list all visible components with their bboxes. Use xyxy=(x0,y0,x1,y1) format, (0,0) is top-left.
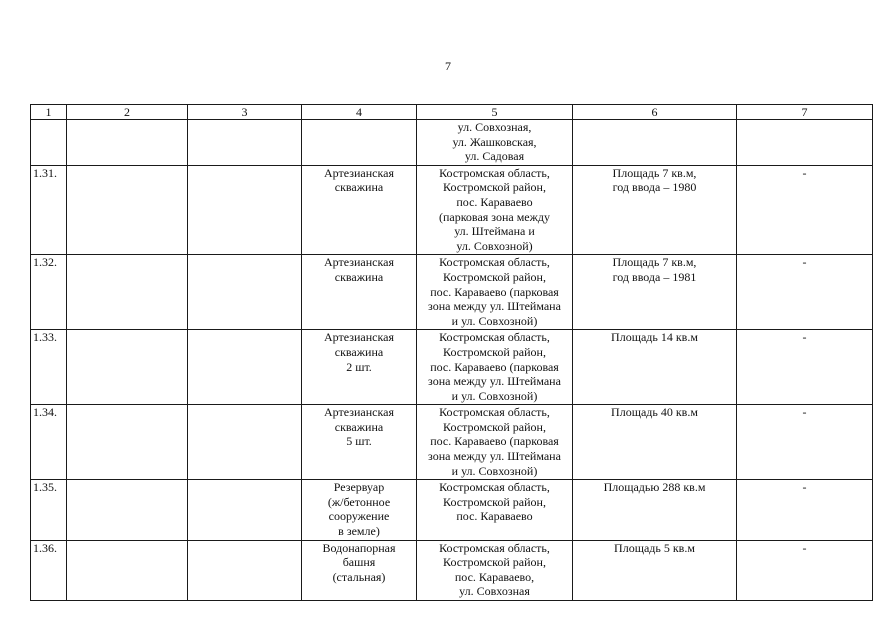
table-row xyxy=(31,120,873,166)
cell-number: 1.35. xyxy=(31,480,67,540)
cell-col7: - xyxy=(737,480,873,540)
cell-number: 1.36. xyxy=(31,540,67,600)
cell-address: Костромская область, Костромской район, пос. Караваево (парковая зона между ул. Штеймана и ул. Совхозной) xyxy=(417,330,573,405)
column-header: 3 xyxy=(188,105,302,120)
cell-col7: - xyxy=(737,540,873,600)
cell-address: ул. Совхозная, ул. Жашковская, ул. Садовая xyxy=(417,120,573,166)
cell-col2 xyxy=(67,480,188,540)
column-header: 1 xyxy=(31,105,67,120)
cell-number: 1.31. xyxy=(31,165,67,255)
cell-object: Артезианская скважина xyxy=(302,165,417,255)
cell-object: Артезианская скважина 2 шт. xyxy=(302,330,417,405)
cell-number: 1.34. xyxy=(31,405,67,480)
cell-characteristics: Площадью 288 кв.м xyxy=(573,480,737,540)
cell-characteristics: Площадь 40 кв.м xyxy=(573,405,737,480)
cell-characteristics: Площадь 14 кв.м xyxy=(573,330,737,405)
column-header: 4 xyxy=(302,105,417,120)
cell-col3 xyxy=(188,255,302,330)
table-row xyxy=(31,165,873,255)
column-header: 2 xyxy=(67,105,188,120)
cell-object: Резервуар (ж/бетонное сооружение в земле) xyxy=(302,480,417,540)
cell-col3 xyxy=(188,165,302,255)
cell-number: 1.33. xyxy=(31,330,67,405)
cell-col7: - xyxy=(737,330,873,405)
cell-col2 xyxy=(67,540,188,600)
cell-col7: - xyxy=(737,405,873,480)
cell-col3 xyxy=(188,330,302,405)
cell-object xyxy=(302,120,417,166)
cell-object: Артезианская скважина xyxy=(302,255,417,330)
cell-col2 xyxy=(67,330,188,405)
cell-col2 xyxy=(67,120,188,166)
cell-address: Костромская область, Костромской район, пос. Караваево, ул. Совхозная xyxy=(417,540,573,600)
cell-col3 xyxy=(188,120,302,166)
registry-table xyxy=(30,104,873,601)
table-row xyxy=(31,330,873,405)
cell-col3 xyxy=(188,405,302,480)
cell-characteristics xyxy=(573,120,737,166)
cell-col3 xyxy=(188,480,302,540)
table-row xyxy=(31,405,873,480)
cell-address: Костромская область, Костромской район, пос. Караваево xyxy=(417,480,573,540)
column-header: 7 xyxy=(737,105,873,120)
column-header: 5 xyxy=(417,105,573,120)
cell-col3 xyxy=(188,540,302,600)
cell-col7: - xyxy=(737,165,873,255)
column-header: 6 xyxy=(573,105,737,120)
cell-characteristics: Площадь 7 кв.м, год ввода – 1980 xyxy=(573,165,737,255)
cell-col2 xyxy=(67,255,188,330)
page-number: 7 xyxy=(445,59,451,73)
cell-number: 1.32. xyxy=(31,255,67,330)
table-row xyxy=(31,540,873,600)
cell-object: Артезианская скважина 5 шт. xyxy=(302,405,417,480)
table-row xyxy=(31,255,873,330)
cell-address: Костромская область, Костромской район, пос. Караваево (парковая зона между ул. Штеймана и ул. Совхозной) xyxy=(417,405,573,480)
cell-col7: - xyxy=(737,255,873,330)
cell-characteristics: Площадь 7 кв.м, год ввода – 1981 xyxy=(573,255,737,330)
cell-col7 xyxy=(737,120,873,166)
table-row xyxy=(31,480,873,540)
cell-col2 xyxy=(67,165,188,255)
cell-characteristics: Площадь 5 кв.м xyxy=(573,540,737,600)
table-header-row xyxy=(31,105,873,120)
cell-object: Водонапорная башня (стальная) xyxy=(302,540,417,600)
cell-address: Костромская область, Костромской район, пос. Караваево (парковая зона между ул. Штеймана и ул. Совхозной) xyxy=(417,255,573,330)
cell-col2 xyxy=(67,405,188,480)
cell-number xyxy=(31,120,67,166)
cell-address: Костромская область, Костромской район, пос. Караваево (парковая зона между ул. Штеймана и ул. Совхозной) xyxy=(417,165,573,255)
